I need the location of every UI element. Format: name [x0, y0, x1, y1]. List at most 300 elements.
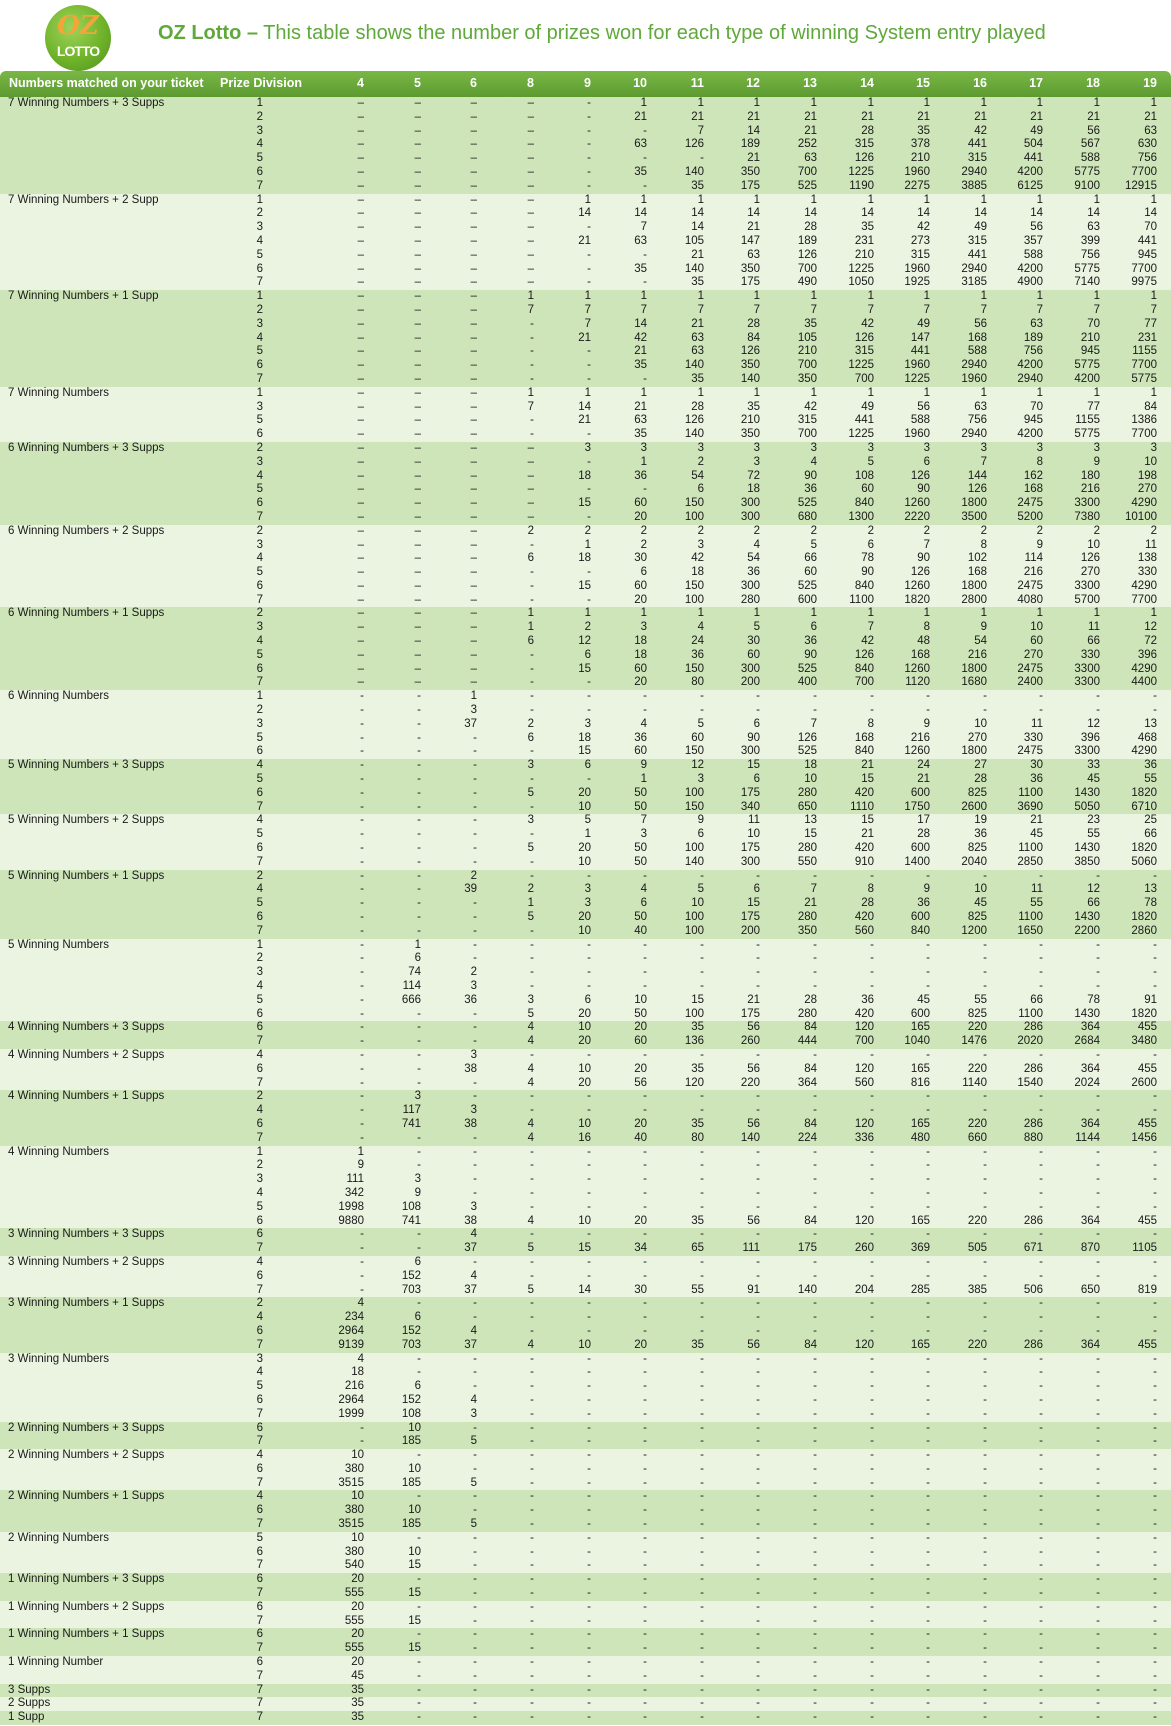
- prize-count-cell: -: [587, 1683, 591, 1696]
- prize-division-cell: 6: [256, 1545, 263, 1558]
- prize-count-cell: -: [417, 1490, 421, 1503]
- prize-count-cell: 10: [747, 828, 760, 841]
- prize-division-cell: 1: [256, 97, 263, 109]
- prize-count-cell: -: [473, 1545, 477, 1558]
- prize-count-cell: 364: [1080, 1338, 1100, 1351]
- prize-count-cell: -: [643, 1462, 647, 1475]
- prize-count-cell: -: [473, 1642, 477, 1655]
- prize-count-cell: 1680: [961, 676, 987, 689]
- prize-count-cell: 1: [640, 97, 647, 109]
- prize-count-cell: 216: [1080, 483, 1100, 496]
- table-row: [0, 1532, 1171, 1546]
- prize-count-cell: -: [643, 1186, 647, 1199]
- prize-count-cell: -: [870, 966, 874, 979]
- prize-count-cell: -: [813, 1628, 817, 1641]
- group-label: 5 Winning Numbers + 1 Supps: [8, 869, 165, 882]
- prize-count-cell: -: [1096, 690, 1100, 703]
- prize-division-cell: 7: [256, 800, 263, 813]
- prize-count-cell: –: [414, 566, 421, 579]
- prize-count-cell: 2: [867, 524, 874, 537]
- prize-count-cell: 1: [527, 607, 534, 620]
- table-row: [0, 180, 1171, 194]
- prize-count-cell: 1: [527, 621, 534, 634]
- prize-count-cell: –: [414, 552, 421, 565]
- prize-count-cell: 2600: [1131, 1076, 1157, 1089]
- prize-division-cell: 2: [256, 952, 263, 965]
- prize-count-cell: -: [587, 1297, 591, 1310]
- prize-count-cell: 49: [917, 317, 930, 330]
- prize-count-cell: 4290: [1131, 745, 1157, 758]
- prize-count-cell: 5: [527, 842, 534, 855]
- prize-count-cell: -: [870, 869, 874, 882]
- table-row: [0, 676, 1171, 690]
- prize-count-cell: -: [587, 165, 591, 178]
- prize-count-cell: 3: [640, 828, 647, 841]
- prize-count-cell: -: [813, 1255, 817, 1268]
- prize-count-cell: -: [700, 1600, 704, 1613]
- prize-count-cell: 150: [684, 662, 704, 675]
- prize-count-cell: -: [756, 1504, 760, 1517]
- table-row: [0, 552, 1171, 566]
- prize-division-cell: 4: [256, 1311, 263, 1324]
- table-row: [0, 1035, 1171, 1049]
- prize-count-cell: 756: [1080, 248, 1100, 261]
- prize-count-cell: -: [813, 1186, 817, 1199]
- prize-count-cell: -: [643, 1145, 647, 1158]
- prize-count-cell: -: [530, 1683, 534, 1696]
- prize-count-cell: -: [417, 1352, 421, 1365]
- prize-count-cell: 3480: [1131, 1035, 1157, 1048]
- prize-count-cell: -: [983, 1545, 987, 1558]
- prize-count-cell: 10: [578, 855, 591, 868]
- prize-count-cell: 70: [1030, 400, 1043, 413]
- prize-count-cell: 165: [910, 1117, 930, 1130]
- prize-division-cell: 4: [256, 883, 263, 896]
- prize-count-cell: -: [1096, 1104, 1100, 1117]
- prize-count-cell: -: [530, 1311, 534, 1324]
- prize-count-cell: -: [587, 1476, 591, 1489]
- prize-count-cell: 15: [408, 1642, 421, 1655]
- table-row: [0, 221, 1171, 235]
- prize-count-cell: –: [527, 165, 534, 178]
- prize-count-cell: 1: [640, 193, 647, 206]
- prize-count-cell: 27: [974, 759, 987, 772]
- prize-count-cell: 21: [804, 110, 817, 123]
- prize-count-cell: 66: [804, 552, 817, 565]
- prize-count-cell: -: [983, 1462, 987, 1475]
- prize-count-cell: -: [587, 690, 591, 703]
- group-label: 5 Winning Numbers + 3 Supps: [8, 759, 165, 772]
- prize-count-cell: -: [700, 952, 704, 965]
- prize-count-cell: 10: [408, 1504, 421, 1517]
- prize-count-cell: 42: [861, 317, 874, 330]
- prize-count-cell: 816: [910, 1076, 930, 1089]
- prize-count-cell: 1: [470, 690, 477, 703]
- prize-count-cell: -: [1039, 1380, 1043, 1393]
- prize-count-cell: 150: [684, 497, 704, 510]
- page-title-bold: OZ Lotto –: [158, 22, 258, 44]
- prize-count-cell: -: [643, 1380, 647, 1393]
- prize-count-cell: -: [700, 1200, 704, 1213]
- prize-count-cell: –: [357, 552, 364, 565]
- prize-count-cell: -: [813, 1421, 817, 1434]
- prize-count-cell: 10: [974, 717, 987, 730]
- prize-count-cell: 2: [697, 455, 704, 468]
- prize-count-cell: 555: [344, 1642, 364, 1655]
- prize-count-cell: -: [756, 1186, 760, 1199]
- prize-count-cell: 35: [691, 372, 704, 385]
- prize-count-cell: -: [360, 704, 364, 717]
- prize-count-cell: 6: [640, 897, 647, 910]
- prize-count-cell: -: [530, 980, 534, 992]
- prize-count-cell: 3: [753, 455, 760, 468]
- prize-count-cell: 35: [804, 317, 817, 330]
- prize-count-cell: -: [587, 593, 591, 606]
- prize-count-cell: -: [983, 1669, 987, 1682]
- prize-division-cell: 5: [256, 828, 263, 841]
- prize-count-cell: 555: [344, 1614, 364, 1627]
- prize-count-cell: -: [530, 1462, 534, 1475]
- table-row: [0, 1353, 1171, 1367]
- prize-count-cell: -: [473, 1186, 477, 1199]
- prize-division-cell: 3: [256, 538, 263, 551]
- prize-count-cell: 700: [854, 676, 874, 689]
- table-row: [0, 359, 1171, 373]
- prize-count-cell: -: [1153, 1380, 1157, 1393]
- prize-count-cell: 7: [867, 303, 874, 316]
- prize-count-cell: 3515: [338, 1476, 364, 1489]
- prize-count-cell: -: [473, 731, 477, 744]
- prize-count-cell: -: [1039, 1090, 1043, 1103]
- prize-count-cell: -: [643, 1352, 647, 1365]
- prize-count-cell: -: [1096, 869, 1100, 882]
- prize-count-cell: -: [643, 1518, 647, 1531]
- prize-count-cell: -: [530, 1628, 534, 1641]
- prize-count-cell: -: [587, 1186, 591, 1199]
- table-row: [0, 621, 1171, 635]
- prize-count-cell: 1050: [848, 276, 874, 289]
- prize-count-cell: 1: [923, 386, 930, 399]
- prize-count-cell: 6: [584, 648, 591, 661]
- prize-count-cell: -: [417, 1531, 421, 1544]
- prize-count-cell: 63: [634, 414, 647, 427]
- row-group: [0, 1490, 1171, 1531]
- prize-count-cell: -: [1096, 1587, 1100, 1600]
- prize-count-cell: 270: [1137, 483, 1157, 496]
- prize-count-cell: 21: [1144, 110, 1157, 123]
- prize-count-cell: –: [470, 152, 477, 165]
- prize-count-cell: -: [1096, 1269, 1100, 1282]
- prize-count-cell: -: [1153, 1407, 1157, 1420]
- prize-count-cell: 600: [910, 1007, 930, 1020]
- prize-count-cell: -: [530, 1393, 534, 1406]
- prize-count-cell: -: [813, 952, 817, 965]
- prize-count-cell: 21: [1087, 110, 1100, 123]
- prize-count-cell: 220: [967, 1214, 987, 1227]
- prize-count-cell: -: [700, 1683, 704, 1696]
- prize-count-cell: –: [414, 345, 421, 358]
- prize-count-cell: 9: [640, 759, 647, 772]
- prize-count-cell: -: [360, 1021, 364, 1034]
- prize-count-cell: 1800: [961, 745, 987, 758]
- prize-count-cell: -: [700, 1228, 704, 1241]
- prize-count-cell: 5: [527, 786, 534, 799]
- prize-count-cell: -: [643, 1573, 647, 1586]
- header-system-4: 4: [357, 76, 364, 90]
- table-row: [0, 276, 1171, 290]
- prize-division-cell: 2: [256, 1297, 263, 1310]
- prize-count-cell: -: [473, 1021, 477, 1034]
- prize-count-cell: 1: [810, 290, 817, 303]
- prize-count-cell: 2850: [1017, 855, 1043, 868]
- prize-count-cell: 1190: [849, 179, 874, 192]
- prize-count-cell: –: [357, 110, 364, 123]
- prize-count-cell: -: [870, 1228, 874, 1241]
- prize-division-cell: 6: [256, 1007, 263, 1020]
- prize-count-cell: 48: [917, 635, 930, 648]
- prize-count-cell: -: [1096, 1683, 1100, 1696]
- prize-count-cell: 5775: [1074, 165, 1100, 178]
- prize-count-cell: -: [870, 1380, 874, 1393]
- prize-count-cell: 5: [697, 717, 704, 730]
- prize-count-cell: 1: [1093, 193, 1100, 206]
- prize-count-cell: -: [1153, 966, 1157, 979]
- prize-count-cell: -: [813, 1573, 817, 1586]
- prize-count-cell: -: [473, 800, 477, 813]
- prize-count-cell: 55: [1030, 897, 1043, 910]
- prize-count-cell: –: [470, 138, 477, 151]
- prize-count-cell: 7: [1036, 303, 1043, 316]
- prize-division-cell: 6: [256, 1117, 263, 1130]
- prize-count-cell: -: [1039, 1462, 1043, 1475]
- prize-division-cell: 7: [256, 276, 263, 289]
- prize-count-cell: –: [414, 455, 421, 468]
- prize-count-cell: 1: [640, 386, 647, 399]
- prize-count-cell: 66: [1087, 635, 1100, 648]
- prize-count-cell: 600: [910, 911, 930, 924]
- prize-count-cell: 36: [634, 469, 647, 482]
- prize-count-cell: -: [360, 869, 364, 882]
- prize-count-cell: 1300: [848, 510, 874, 523]
- prize-count-cell: 315: [854, 138, 874, 151]
- prize-count-cell: -: [473, 1573, 477, 1586]
- prize-count-cell: –: [414, 165, 421, 178]
- prize-count-cell: 60: [634, 1035, 647, 1048]
- prize-count-cell: 1820: [1131, 842, 1157, 855]
- prize-count-cell: 14: [691, 221, 704, 234]
- prize-count-cell: 1225: [848, 359, 874, 372]
- prize-count-cell: -: [983, 1600, 987, 1613]
- prize-count-cell: -: [1039, 1697, 1043, 1710]
- prize-count-cell: -: [587, 1435, 591, 1448]
- table-row: [0, 690, 1171, 704]
- prize-count-cell: 1430: [1074, 1007, 1100, 1020]
- prize-count-cell: -: [643, 1656, 647, 1669]
- prize-count-cell: 117: [402, 1104, 421, 1117]
- prize-count-cell: -: [473, 911, 477, 924]
- prize-count-cell: 35: [691, 1214, 704, 1227]
- prize-count-cell: -: [700, 1255, 704, 1268]
- prize-count-cell: 2940: [961, 428, 987, 441]
- prize-count-cell: 100: [684, 911, 704, 924]
- prize-count-cell: 550: [797, 855, 817, 868]
- table-row: [0, 1587, 1171, 1601]
- prize-count-cell: 8: [1036, 455, 1043, 468]
- prize-count-cell: 3: [980, 441, 987, 454]
- prize-count-cell: 1: [923, 193, 930, 206]
- prize-count-cell: 1260: [904, 579, 930, 592]
- prize-division-cell: 6: [256, 786, 263, 799]
- prize-count-cell: -: [700, 1545, 704, 1558]
- prize-count-cell: 20: [634, 1117, 647, 1130]
- prize-count-cell: 703: [401, 1338, 421, 1351]
- prize-count-cell: -: [530, 414, 534, 427]
- prize-count-cell: -: [813, 1435, 817, 1448]
- prize-count-cell: -: [587, 1228, 591, 1241]
- prize-count-cell: –: [357, 331, 364, 344]
- prize-count-cell: -: [1153, 1449, 1157, 1462]
- prize-count-cell: –: [470, 165, 477, 178]
- prize-count-cell: 3: [640, 621, 647, 634]
- prize-count-cell: 819: [1137, 1283, 1157, 1296]
- prize-count-cell: 7: [640, 221, 647, 234]
- prize-count-cell: -: [870, 1145, 874, 1158]
- prize-count-cell: -: [700, 1048, 704, 1061]
- prize-count-cell: -: [870, 1711, 874, 1724]
- prize-count-cell: 21: [861, 759, 874, 772]
- prize-count-cell: -: [1039, 1656, 1043, 1669]
- prize-division-cell: 7: [256, 1669, 263, 1682]
- prize-count-cell: -: [417, 1062, 421, 1075]
- prize-count-cell: –: [414, 510, 421, 523]
- prize-count-cell: –: [470, 441, 477, 454]
- prize-count-cell: -: [983, 1587, 987, 1600]
- prize-count-cell: -: [700, 1462, 704, 1475]
- prize-division-cell: 3: [256, 1352, 263, 1365]
- prize-count-cell: 56: [974, 317, 987, 330]
- prize-count-cell: –: [470, 372, 477, 385]
- table-row: [0, 1366, 1171, 1380]
- table-row: [0, 263, 1171, 277]
- prize-count-cell: -: [643, 952, 647, 965]
- prize-count-cell: 54: [747, 552, 760, 565]
- prize-count-cell: 28: [691, 400, 704, 413]
- prize-count-cell: 280: [797, 842, 817, 855]
- prize-count-cell: -: [587, 1269, 591, 1282]
- prize-count-cell: -: [870, 704, 874, 717]
- prize-count-cell: 700: [797, 428, 817, 441]
- prize-count-cell: 650: [1080, 1283, 1100, 1296]
- table-row: [0, 911, 1171, 925]
- prize-count-cell: 6125: [1017, 179, 1043, 192]
- prize-count-cell: 45: [974, 897, 987, 910]
- prize-count-cell: 10100: [1125, 510, 1157, 523]
- header-numbers-matched: Numbers matched on your ticket: [9, 76, 204, 90]
- prize-count-cell: -: [700, 1614, 704, 1627]
- prize-count-cell: -: [813, 980, 817, 992]
- prize-count-cell: -: [1039, 1614, 1043, 1627]
- prize-count-cell: 165: [910, 1338, 930, 1351]
- prize-division-cell: 7: [256, 1587, 263, 1600]
- prize-count-cell: -: [926, 1573, 930, 1586]
- prize-count-cell: -: [360, 842, 364, 855]
- prize-count-cell: -: [473, 1462, 477, 1475]
- prize-count-cell: -: [643, 248, 647, 261]
- prize-count-cell: 140: [684, 165, 704, 178]
- prize-count-cell: -: [756, 1600, 760, 1613]
- prize-count-cell: -: [926, 1656, 930, 1669]
- prize-count-cell: 1100: [1018, 786, 1043, 799]
- prize-count-cell: -: [1153, 980, 1157, 992]
- prize-count-cell: 37: [464, 1242, 477, 1255]
- group-label: 5 Winning Numbers: [8, 938, 109, 951]
- prize-count-cell: -: [700, 1628, 704, 1641]
- prize-division-cell: 7: [256, 1614, 263, 1627]
- prize-count-cell: 14: [804, 207, 817, 220]
- prize-division-cell: 1: [256, 938, 263, 951]
- prize-count-cell: -: [530, 579, 534, 592]
- prize-count-cell: 2: [527, 717, 534, 730]
- prize-count-cell: 1: [640, 290, 647, 303]
- prize-count-cell: -: [1096, 1380, 1100, 1393]
- prize-count-cell: -: [870, 1656, 874, 1669]
- prize-count-cell: –: [357, 469, 364, 482]
- prize-count-cell: 2: [584, 621, 591, 634]
- prize-count-cell: 1: [640, 607, 647, 620]
- prize-count-cell: -: [926, 869, 930, 882]
- prize-count-cell: -: [870, 1628, 874, 1641]
- prize-count-cell: -: [813, 1228, 817, 1241]
- prize-count-cell: 525: [797, 662, 817, 675]
- prize-count-cell: -: [983, 1173, 987, 1186]
- table-row: [0, 1270, 1171, 1284]
- prize-count-cell: -: [983, 1614, 987, 1627]
- prize-count-cell: 588: [910, 414, 930, 427]
- prize-count-cell: –: [357, 207, 364, 220]
- table-row: [0, 1670, 1171, 1684]
- row-group: [0, 939, 1171, 1022]
- prize-count-cell: 840: [854, 497, 874, 510]
- prize-count-cell: 3: [1093, 441, 1100, 454]
- prize-division-cell: 2: [256, 704, 263, 717]
- prize-count-cell: -: [870, 1462, 874, 1475]
- prize-count-cell: –: [470, 193, 477, 206]
- prize-count-cell: -: [643, 372, 647, 385]
- group-label: 2 Winning Numbers + 2 Supps: [8, 1449, 165, 1462]
- prize-count-cell: 756: [1023, 345, 1043, 358]
- prize-count-cell: 18: [804, 759, 817, 772]
- prize-count-cell: 5700: [1074, 593, 1100, 606]
- prize-division-cell: 4: [256, 234, 263, 247]
- prize-count-cell: 15: [408, 1587, 421, 1600]
- table-row: [0, 442, 1171, 456]
- prize-count-cell: -: [417, 1145, 421, 1158]
- prize-count-cell: -: [1096, 1476, 1100, 1489]
- prize-division-cell: 6: [256, 165, 263, 178]
- prize-division-cell: 5: [256, 345, 263, 358]
- prize-count-cell: 35: [691, 179, 704, 192]
- prize-count-cell: -: [473, 786, 477, 799]
- prize-count-cell: –: [414, 248, 421, 261]
- prize-count-cell: 21: [578, 414, 591, 427]
- prize-count-cell: –: [357, 152, 364, 165]
- prize-count-cell: 105: [797, 331, 817, 344]
- prize-count-cell: 870: [1080, 1242, 1100, 1255]
- prize-count-cell: -: [417, 1600, 421, 1613]
- prize-count-cell: 175: [740, 179, 760, 192]
- prize-count-cell: -: [983, 1531, 987, 1544]
- prize-division-cell: 2: [256, 110, 263, 123]
